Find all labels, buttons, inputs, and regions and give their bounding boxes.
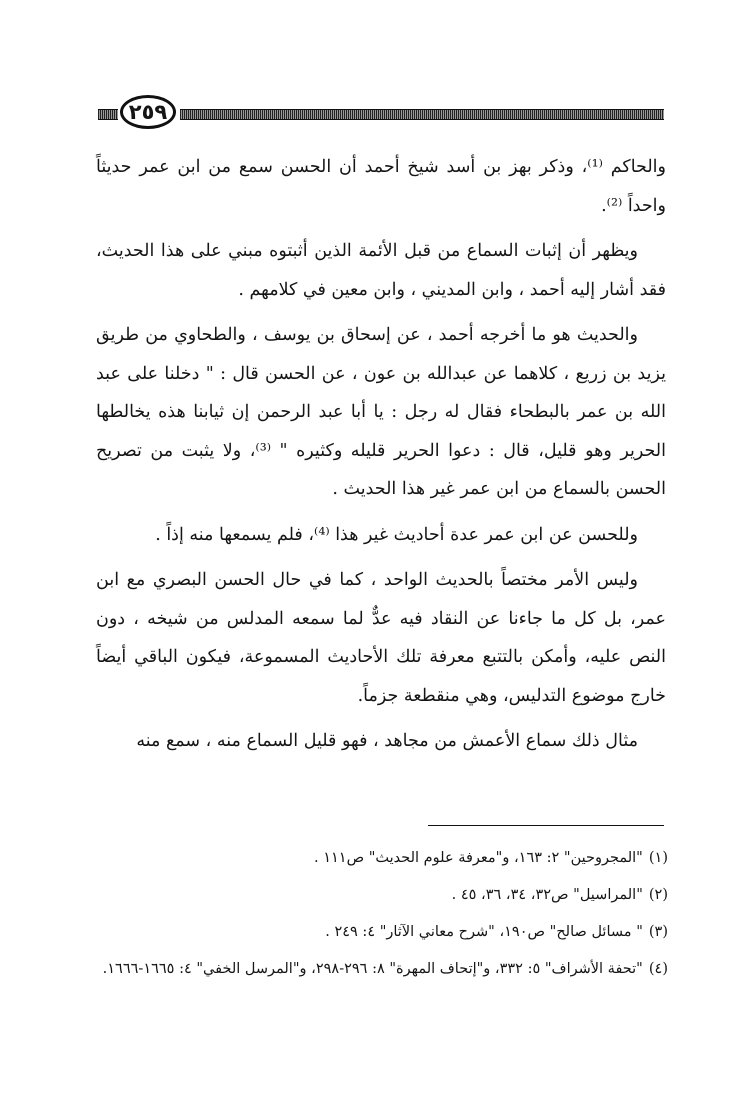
paragraph: ويظهر أن إثبات السماع من قبل الأئمة الذين أثبتوه مبني على هذا الحديث، فقد أشار إليه أحمد ، وابن المديني ، وابن معين في كلامهم . <box>96 241 666 300</box>
page-number: ٢٥٩ <box>120 95 176 129</box>
footnote-text: " مسائل صالح" ص١٩٠، "شرح معاني الآثار" ٤: ٢٤٩ . <box>325 924 643 940</box>
paragraph: وليس الأمر مختصاً بالحديث الواحد ، كما في حال الحسن البصري مع ابن عمر، بل كل ما جاءنا عن النقاد فيه عدٌّ لما سمعه المدلس من شيخه ، دون النص عليه، وأمكن بالتتبع معرفة تلك الأحاديث المسموعة، فيكون الباقي أيضاً خارج موضوع التدليس، وهي منقطعة جزماً. <box>96 570 666 706</box>
footnote-number: (١) <box>648 850 668 866</box>
footnotes <box>96 840 668 988</box>
footnote <box>96 840 668 877</box>
footnote-number: (٢) <box>648 887 668 903</box>
footnote-number: (٤) <box>648 961 668 977</box>
footnote-text: "المجروحين" ٢: ١٦٣، و"معرفة علوم الحديث" ص١١١ . <box>313 850 643 866</box>
paragraph: والحديث هو ما أخرجه أحمد ، عن إسحاق بن يوسف ، والطحاوي من طريق يزيد بن زريع ، كلاهما عن عبدالله بن عون ، عن الحسن قال : " دخلنا على عبد الله بن عمر بالبطحاء فقال له رجل : يا أبا عبد الرحمن إن ثيابنا هذه يخالطها الحرير وهو قليل، قال : دعوا الحرير قليله وكثيره " ⁽³⁾، ولا يثبت من تصريح الحسن بالسماع من ابن عمر غير هذا الحديث . <box>96 325 666 499</box>
footnote-text: "المراسيل" ص٣٢، ٣٤، ٣٦، ٤٥ . <box>451 887 643 903</box>
header-rule-left <box>98 109 118 120</box>
paragraph: مثال ذلك سماع الأعمش من مجاهد ، فهو قليل السماع منه ، سمع منه <box>136 731 638 751</box>
footnote <box>96 877 668 914</box>
paragraph: وللحسن عن ابن عمر عدة أحاديث غير هذا ⁽⁴⁾، فلم يسمعها منه إذاً . <box>155 524 638 545</box>
page-header <box>98 95 664 133</box>
header-rule-right <box>180 109 664 120</box>
footnote-number: (٣) <box>648 924 668 940</box>
footnote <box>96 951 668 988</box>
main-text <box>96 148 666 768</box>
footnote <box>96 914 668 951</box>
paragraph: والحاكم ⁽¹⁾، وذكر بهز بن أسد شيخ أحمد أن الحسن سمع من ابن عمر حديثاً واحداً ⁽²⁾. <box>96 157 666 216</box>
footnote-separator <box>428 825 664 826</box>
footnote-text: "تحفة الأشراف" ٥: ٣٣٢، و"إتحاف المهرة" ٨: ٢٩٦-٢٩٨، و"المرسل الخفي" ٤: ١٦٦٥-١٦٦٦. <box>102 961 643 977</box>
